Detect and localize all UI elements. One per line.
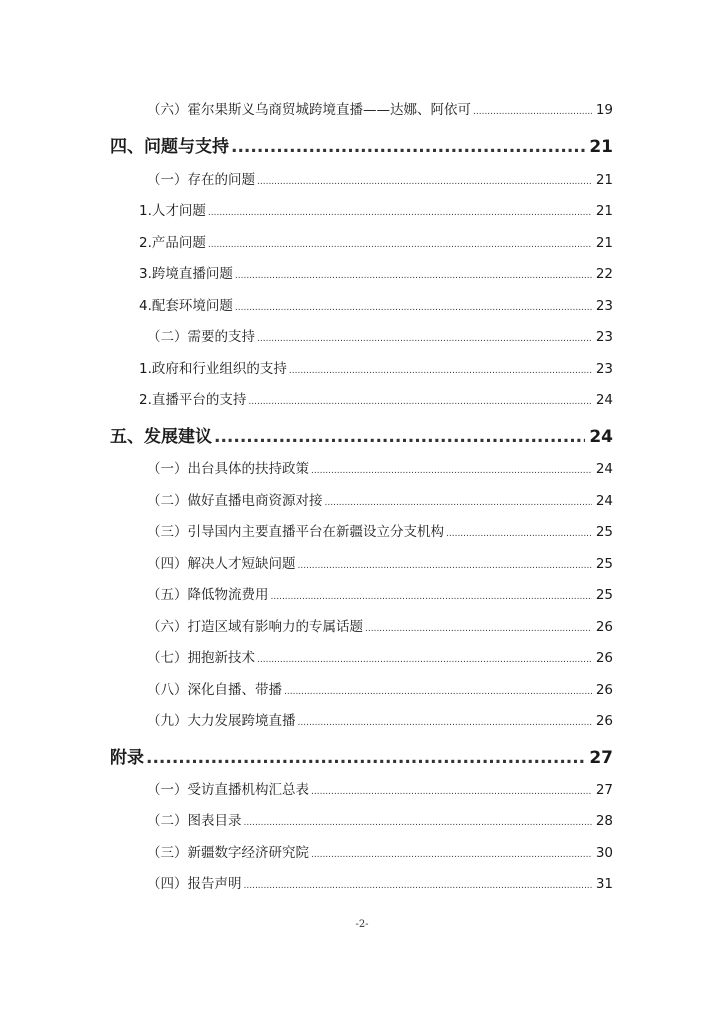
toc-entry-title: 附录	[110, 748, 144, 768]
toc-entry[interactable]	[139, 388, 613, 408]
toc-entry-page: 24	[595, 461, 613, 477]
toc-entry-page: 30	[595, 845, 613, 861]
toc-entry-title: （四）解决人才短缺问题	[147, 556, 296, 572]
toc-entry-title: （二）需要的支持	[147, 329, 255, 345]
dot-leader	[311, 787, 592, 797]
toc-entry[interactable]	[110, 743, 613, 768]
toc-entry-page: 27	[589, 748, 613, 768]
toc-entry-page: 22	[595, 266, 613, 282]
dot-leader	[208, 208, 592, 218]
toc-entry[interactable]	[147, 552, 613, 572]
dot-leader	[284, 687, 592, 697]
toc-entry[interactable]	[147, 809, 613, 829]
page-number: -2-	[355, 919, 369, 930]
dot-leader	[214, 427, 585, 447]
toc-entry-title: 1.政府和行业组织的支持	[139, 361, 287, 377]
toc-entry[interactable]	[147, 841, 613, 861]
dot-leader	[311, 466, 592, 476]
dot-leader	[244, 818, 592, 828]
toc-entry[interactable]	[147, 457, 613, 477]
toc-entry-page: 25	[595, 587, 613, 603]
toc-entry-page: 21	[595, 203, 613, 219]
toc-entry-title: 五、发展建议	[110, 427, 212, 447]
dot-leader	[235, 271, 592, 281]
toc-entry-page: 25	[595, 524, 613, 540]
toc-entry-title: （八）深化自播、带播	[147, 682, 282, 698]
toc-entry[interactable]	[147, 872, 613, 892]
toc-entry-title: （九）大力发展跨境直播	[147, 713, 296, 729]
dot-leader	[271, 592, 592, 602]
toc-entry[interactable]	[147, 489, 613, 509]
dot-leader	[446, 529, 592, 539]
toc-entry-title: （五）降低物流费用	[147, 587, 269, 603]
toc-entry-title: （二）图表目录	[147, 813, 242, 829]
dot-leader	[257, 177, 592, 187]
toc-entry-title: （一）出台具体的扶持政策	[147, 461, 309, 477]
dot-leader	[257, 334, 592, 344]
toc-entry-page: 19	[595, 102, 613, 118]
toc-entry[interactable]	[147, 98, 613, 118]
toc-entry-title: （四）报告声明	[147, 876, 242, 892]
dot-leader	[473, 107, 592, 117]
toc-entry[interactable]	[147, 709, 613, 729]
toc-entry-title: （三）引导国内主要直播平台在新疆设立分支机构	[147, 524, 444, 540]
toc-entry-page: 21	[589, 137, 613, 157]
dot-leader	[298, 561, 592, 571]
toc-entry-page: 26	[595, 713, 613, 729]
toc-entry-title: 1.人才问题	[139, 203, 206, 219]
toc-entry-title: （一）存在的问题	[147, 172, 255, 188]
toc-entry[interactable]	[139, 231, 613, 251]
toc-entry-page: 26	[595, 682, 613, 698]
dot-leader	[208, 240, 592, 250]
toc-entry[interactable]	[147, 325, 613, 345]
toc-entry-title: （六）霍尔果斯义乌商贸城跨境直播——达娜、阿依可	[147, 102, 471, 118]
toc-entry[interactable]	[147, 615, 613, 635]
toc-entry-title: 3.跨境直播问题	[139, 266, 233, 282]
toc-entry[interactable]	[147, 520, 613, 540]
toc-entry-page: 24	[589, 427, 613, 447]
dot-leader	[244, 881, 592, 891]
toc-entry-page: 21	[595, 172, 613, 188]
toc-entry[interactable]	[147, 678, 613, 698]
toc-entry-page: 23	[595, 298, 613, 314]
toc-entry[interactable]	[139, 199, 613, 219]
toc-entry-title: （一）受访直播机构汇总表	[147, 782, 309, 798]
toc-entry-page: 21	[595, 235, 613, 251]
toc-entry-title: （二）做好直播电商资源对接	[147, 493, 323, 509]
toc-entry[interactable]	[147, 583, 613, 603]
toc-entry[interactable]	[147, 778, 613, 798]
toc-entry[interactable]	[139, 357, 613, 377]
toc-entry[interactable]	[139, 262, 613, 282]
dot-leader	[248, 397, 591, 407]
toc-entry-page: 24	[595, 493, 613, 509]
dot-leader	[311, 850, 592, 860]
dot-leader	[231, 137, 585, 157]
toc-entry-page: 26	[595, 619, 613, 635]
toc-entry-page: 25	[595, 556, 613, 572]
dot-leader	[257, 655, 592, 665]
toc-entry-page: 23	[595, 329, 613, 345]
toc-entry[interactable]	[110, 422, 613, 447]
dot-leader	[235, 303, 592, 313]
toc-entry-page: 27	[595, 782, 613, 798]
dot-leader	[325, 498, 592, 508]
toc-entry-page: 24	[595, 392, 613, 408]
toc-entry-title: 2.产品问题	[139, 235, 206, 251]
toc-entry-title: 4.配套环境问题	[139, 298, 233, 314]
toc-entry[interactable]	[139, 294, 613, 314]
toc-entry-page: 26	[595, 650, 613, 666]
toc-entry-title: （七）拥抱新技术	[147, 650, 255, 666]
toc-entry[interactable]	[110, 132, 613, 157]
toc-entry-page: 23	[595, 361, 613, 377]
toc-entry-title: 四、问题与支持	[110, 137, 229, 157]
toc-entry-title: （三）新疆数字经济研究院	[147, 845, 309, 861]
toc-entry-page: 31	[595, 876, 613, 892]
toc-entry-title: （六）打造区域有影响力的专属话题	[147, 619, 363, 635]
dot-leader	[146, 748, 585, 768]
toc-entry[interactable]	[147, 168, 613, 188]
toc-entry-title: 2.直播平台的支持	[139, 392, 247, 408]
toc-entry-page: 28	[595, 813, 613, 829]
dot-leader	[365, 624, 592, 634]
toc-entry[interactable]	[147, 646, 613, 666]
dot-leader	[289, 366, 592, 376]
dot-leader	[298, 718, 592, 728]
